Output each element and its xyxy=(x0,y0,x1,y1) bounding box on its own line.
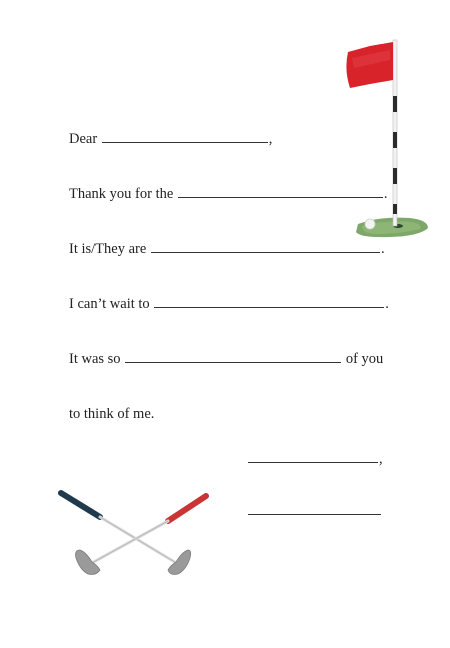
adjective-blank[interactable] xyxy=(125,361,341,363)
signature-blank[interactable] xyxy=(248,514,381,515)
cant-wait-prefix: I can’t wait to xyxy=(69,296,150,312)
thanks-line xyxy=(69,187,388,202)
crossed-golf-clubs-icon xyxy=(56,488,214,580)
gift-blank[interactable] xyxy=(178,196,383,198)
it-was-line xyxy=(69,352,383,367)
signoff-suffix: , xyxy=(379,451,383,467)
thanks-prefix: Thank you for the xyxy=(69,186,174,202)
cant-wait-line xyxy=(69,297,389,312)
thanks-suffix: . xyxy=(383,186,388,202)
it-is-suffix: . xyxy=(380,241,385,257)
it-is-line xyxy=(69,242,385,257)
it-is-prefix: It is/They are xyxy=(69,241,147,257)
golf-flag-green-icon xyxy=(340,36,432,246)
plan-blank[interactable] xyxy=(154,306,384,308)
think-line xyxy=(69,407,154,422)
name-blank[interactable] xyxy=(102,141,268,143)
signoff-line xyxy=(247,452,383,467)
greeting-line xyxy=(69,132,272,147)
greeting-prefix: Dear xyxy=(69,131,98,147)
signoff-blank[interactable] xyxy=(248,461,378,463)
think-text: to think of me. xyxy=(69,406,155,422)
it-was-prefix: It was so xyxy=(69,351,121,367)
it-was-suffix: of you xyxy=(345,351,384,367)
description-blank[interactable] xyxy=(151,251,380,253)
cant-wait-suffix: . xyxy=(385,296,389,312)
greeting-suffix: , xyxy=(268,131,273,147)
